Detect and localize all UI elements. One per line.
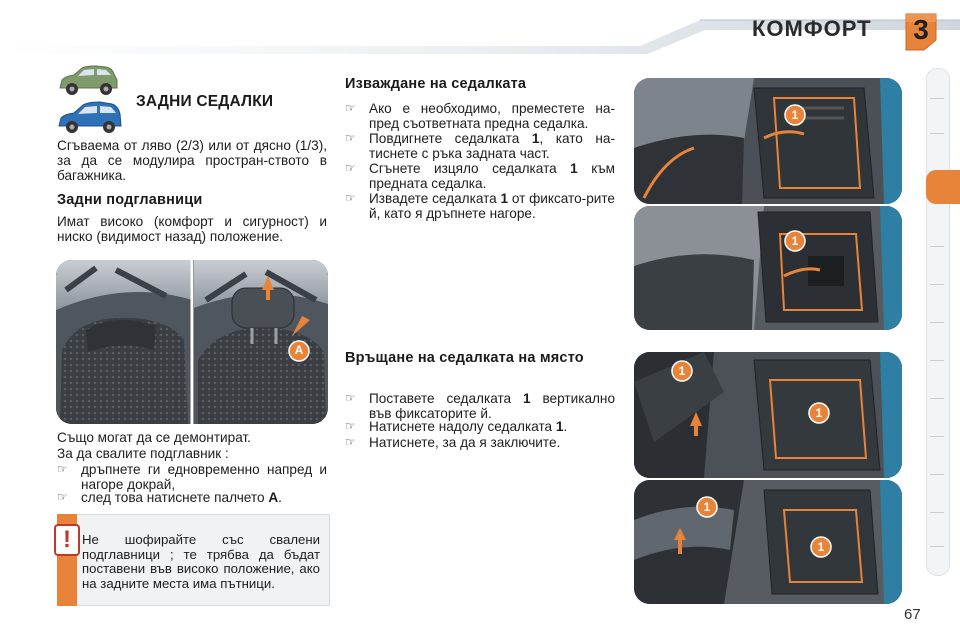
headrests-text: Имат високо (комфорт и сигурност) и ниско (видимост назад) положение.: [57, 214, 327, 244]
headrest-bullet-1: ☞ дръпнете ги едновременно напред и нагоре докрай,: [57, 462, 327, 492]
pointer-icon: ☞: [57, 462, 68, 476]
side-tab-divider: [930, 474, 944, 475]
remove-line-2: За да свалите подглавник :: [57, 446, 229, 461]
pointer-icon: ☞: [345, 131, 356, 145]
side-tab-divider: [930, 398, 944, 399]
pointer-icon: ☞: [345, 101, 356, 115]
label-a: A: [294, 343, 304, 357]
headrests-title: Задни подглавници: [57, 192, 203, 208]
extract-bullet-2: ☞ Повдигнете седалката 1, като на-тиснете с ръка задната част.: [345, 131, 615, 161]
pointer-icon: ☞: [345, 419, 356, 433]
headrest-bullet-2: ☞ след това натиснете палчето A.: [57, 490, 282, 505]
pointer-icon: ☞: [57, 490, 68, 504]
side-tab-active[interactable]: [926, 170, 960, 204]
pointer-icon: ☞: [345, 161, 356, 175]
intro-text: Сгъваема от ляво (2/3) или от дясно (1/3), за да се модулира простран-ството в багажника.: [57, 138, 327, 183]
label-1: 1: [817, 540, 825, 554]
section-title: ЗАДНИ СЕДАЛКИ: [136, 93, 274, 110]
refit-illustration-bottom: [634, 480, 902, 604]
pointer-icon: ☞: [345, 191, 356, 205]
refit-title: Връщане на седалката на място: [345, 350, 584, 366]
side-tab-divider: [930, 98, 944, 99]
car-icon-green: [56, 64, 120, 98]
side-tab-divider: [930, 512, 944, 513]
side-tab-divider: [930, 133, 944, 134]
side-tab-divider: [930, 360, 944, 361]
side-tab-divider: [930, 546, 944, 547]
extract-bullet-4: ☞ Извадете седалката 1 от фиксато-рите й, като я дръпнете нагоре.: [345, 191, 615, 221]
page-number: 67: [904, 606, 921, 623]
pointer-icon: ☞: [345, 391, 356, 405]
side-tab-divider: [930, 284, 944, 285]
side-tab-divider: [930, 246, 944, 247]
chapter-number: 3: [913, 14, 929, 45]
remove-line-1: Също могат да се демонтират.: [57, 430, 251, 445]
label-1: 1: [791, 108, 799, 122]
refit-bullet-2: ☞ Натиснете надолу седалката 1.: [345, 419, 568, 434]
label-1: 1: [678, 364, 686, 378]
pointer-icon: ☞: [345, 435, 356, 449]
warning-icon-mark: !: [63, 526, 71, 553]
side-tab-divider: [930, 436, 944, 437]
refit-photo-bottom: [634, 480, 902, 604]
label-1: 1: [703, 500, 711, 514]
extract-photo-top: [634, 78, 902, 204]
extract-illustration-bottom: [634, 206, 902, 330]
car-icon-blue: [56, 100, 124, 136]
refit-bullet-1: ☞ Поставете седалката 1 вертикално във фиксаторите й.: [345, 391, 616, 421]
extract-bullet-3: ☞ Сгънете изцяло седалката 1 към предната седалка.: [345, 161, 615, 191]
extract-title: Изваждане на седалката: [345, 76, 527, 92]
label-1: 1: [815, 406, 823, 420]
extract-photo-bottom: [634, 206, 902, 330]
chapter-title: КОМФОРТ: [752, 16, 872, 41]
warning-text: Не шофирайте със свалени подглавници ; те трябва да бъдат поставени във високо положение, ако на задните места има пътници.: [82, 532, 320, 591]
extract-illustration-top: [634, 78, 902, 204]
refit-bullet-3: ☞ Натиснете, за да я заключите.: [345, 435, 561, 450]
side-tab-divider: [930, 322, 944, 323]
label-1: 1: [791, 234, 799, 248]
extract-bullet-1: ☞ Ако е необходимо, преместете на-пред съответната предна седалка.: [345, 101, 615, 131]
